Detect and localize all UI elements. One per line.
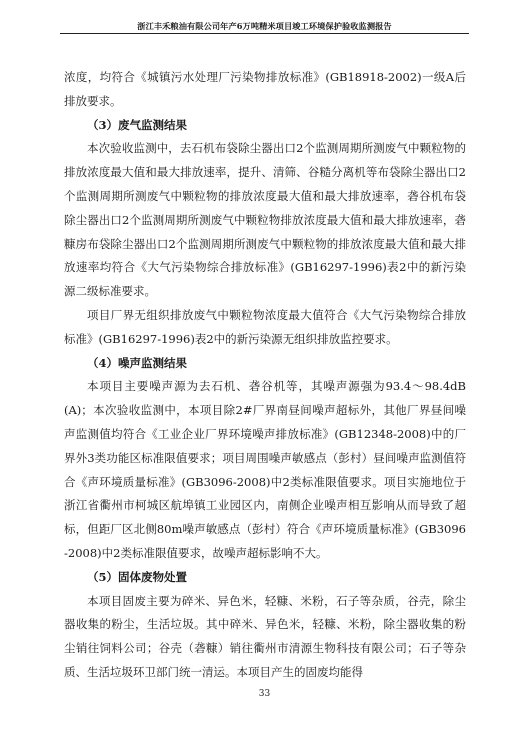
- section-heading-noise: （4）噪声监测结果: [87, 355, 188, 370]
- section-heading-solid-waste: （5）固体废物处置: [87, 569, 188, 584]
- section-waste-gas: [64, 114, 466, 352]
- section-heading-waste-gas: （3）废气监测结果: [87, 117, 188, 132]
- section-solid-waste: [64, 566, 466, 685]
- document-body: [64, 66, 466, 685]
- intro-paragraph: 浓度，均符合《城镇污水处理厂污染物排放标准》(GB18918-2002)一级A后排放要求。: [64, 70, 466, 108]
- paragraph-waste-gas-fugitive: 项目厂界无组织排放废气中颗粒物浓度最大值符合《大气污染物综合排放标准》(GB16297-1996)表2中的新污染源无组织排放监控要求。: [64, 307, 466, 346]
- paragraph-noise: 本项目主要噪声源为去石机、砻谷机等，其噪声源强为93.4～98.4dB(A)；本次验收监测中，本项目除2#厂界南昼间噪声超标外，其他厂界昼间噪声监测值均符合《工业企业厂界环境噪声排放标准》(GB12348-2008)中的厂界外3类功能区标准限值要求；项目周围噪声敏感点（彭村）昼间噪声监测值符合《声环境质量标准》(GB3096-2008)中2类标准限值要求。项目实施地位于浙江省衢州市柯城区航埠镇工业园区内，南侧企业噪声相互影响从而导致了超标，但距厂区北侧80m噪声敏感点（彭村）符合《声环境质量标准》(GB3096-2008)中2类标准限值要求，故噪声超标影响不大。: [64, 379, 466, 560]
- page-number: 33: [258, 689, 271, 699]
- section-noise: [64, 352, 466, 566]
- paragraph-solid-waste: 本项目固废主要为碎米、异色米，轻糠、米粉，石子等杂质，谷壳，除尘器收集的粉尘，生活垃圾。其中碎米、异色米，轻糠、米粉，除尘器收集的粉尘销往饲料公司；谷壳（砻糠）销往衢州市清源生物科技有限公司；石子等杂质、生活垃圾环卫部门统一清运。本项目产生的固废均能得: [64, 593, 466, 679]
- page-header-title: 浙江丰禾粮油有限公司年产6万吨精米项目竣工环境保护验收监测报告: [137, 21, 392, 31]
- header-divider: [60, 33, 469, 34]
- paragraph-waste-gas-stack: 本次验收监测中，去石机布袋除尘器出口2个监测周期所测废气中颗粒物的排放浓度最大值和最大排放速率，提升、清筛、谷糙分离机等布袋除尘器出口2个监测周期所测废气中颗粒物的排放浓度最大值和最大排放速率，砻谷机布袋除尘器出口2个监测周期所测废气中颗粒物排放浓度最大值和最大排放速率，砻糠房布袋除尘器出口2个监测周期所测废气中颗粒物的排放浓度最大值和最大排放速率均符合《大气污染物综合排放标准》(GB16297-1996)表2中的新污染源二级标准要求。: [64, 141, 466, 299]
